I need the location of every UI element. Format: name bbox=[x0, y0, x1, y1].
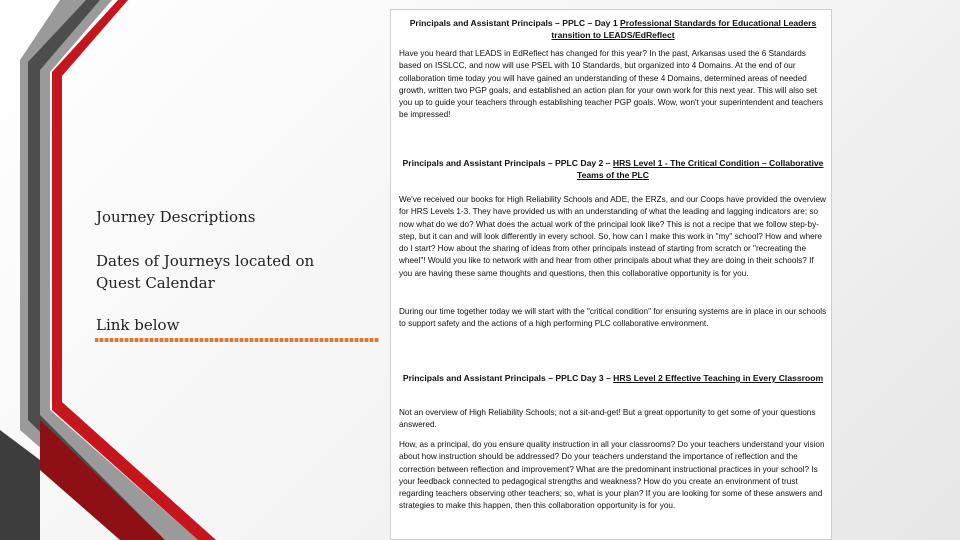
dates-label: Dates of Journeys located on Quest Calendar bbox=[96, 252, 315, 292]
journey-link[interactable] bbox=[95, 338, 379, 342]
day2-heading: Principals and Assistant Principals – PPLC Day 2 – HRS Level 1 - The Critical Condition – Collaborative Teams of the PLC bbox=[402, 158, 824, 180]
day3-description: Not an overview of High Reliability Schools; not a sit-and-get! But a great opportunity to get some of your questions answered. bbox=[399, 408, 816, 430]
link-below-label: Link below bbox=[96, 316, 180, 334]
dark-gray-lower-fill bbox=[0, 430, 40, 540]
journey-document-image bbox=[390, 9, 832, 540]
day3-heading: Principals and Assistant Principals – PPLC Day 3 – HRS Level 2 Effective Teaching in Every Classroom bbox=[402, 373, 824, 383]
day1-heading: Principals and Assistant Principals – PPLC – Day 1 Professional Standards for Educational Leaders transition to LEADS/EdReflect bbox=[409, 18, 817, 40]
day3-description-2: How, as a principal, do you ensure quality instruction in all your classrooms? Do your teachers understand your vision about how instruction should be addressed? Do your teachers understand the importance of reflection and the correction between reflection and improvement? What are the predominant instructional practices in your school? Is your feedback connected to pedagogical strengths and weakness? How do you create an environment of trust regarding teachers observing other teachers; so, what is your plan? If you are looking for some of these answers and strategies to make this happen, then this collaboration opportunity is for you. bbox=[399, 440, 825, 511]
day1-description: Have you heard that LEADS in EdReflect has changed for this year? In the past, Arkansas used the 6 Standards based on ISSLCC, and now will use PSEL with 10 Standards, but organized into 4 Domains. At the end of our collaboration time today you will have gained an understanding of these 4 Domains, determined areas of needed growth, written two PGP goals, and established an action plan for your own work for this next year. This will also set you up to guide your teachers through establishing teacher PGP goals. Wow, won't your superintendent and teachers be impressed! bbox=[399, 49, 824, 120]
day2-description: We've received our books for High Reliability Schools and ADE, the ERZs, and our Coops have provided the overview for HRS Levels 1-3. They have provided us with an understanding of what the leading and lagging indicators are; so now what do we do? What does the actual work of the principal look like? This is not a recipe that we follow step-by-step, but it can and will look differently in every school. So, how can I make this work in "my" school? How and where do I start? How about the sharing of ideas from other principals instead of starting from scratch or "recreating the wheel"! Would you like to network with and hear from other principals about what they are doing in their schools? If you are having these same thoughts and questions, then this collaborative opportunity is for you. bbox=[399, 195, 826, 278]
day2-description-2: During our time together today we will start with the "critical condition" for ensuring systems are in place in our schools to support safety and the actions of a high performing PLC collaborative environment. bbox=[399, 307, 827, 329]
journey-descriptions-label: Journey Descriptions bbox=[96, 208, 256, 226]
